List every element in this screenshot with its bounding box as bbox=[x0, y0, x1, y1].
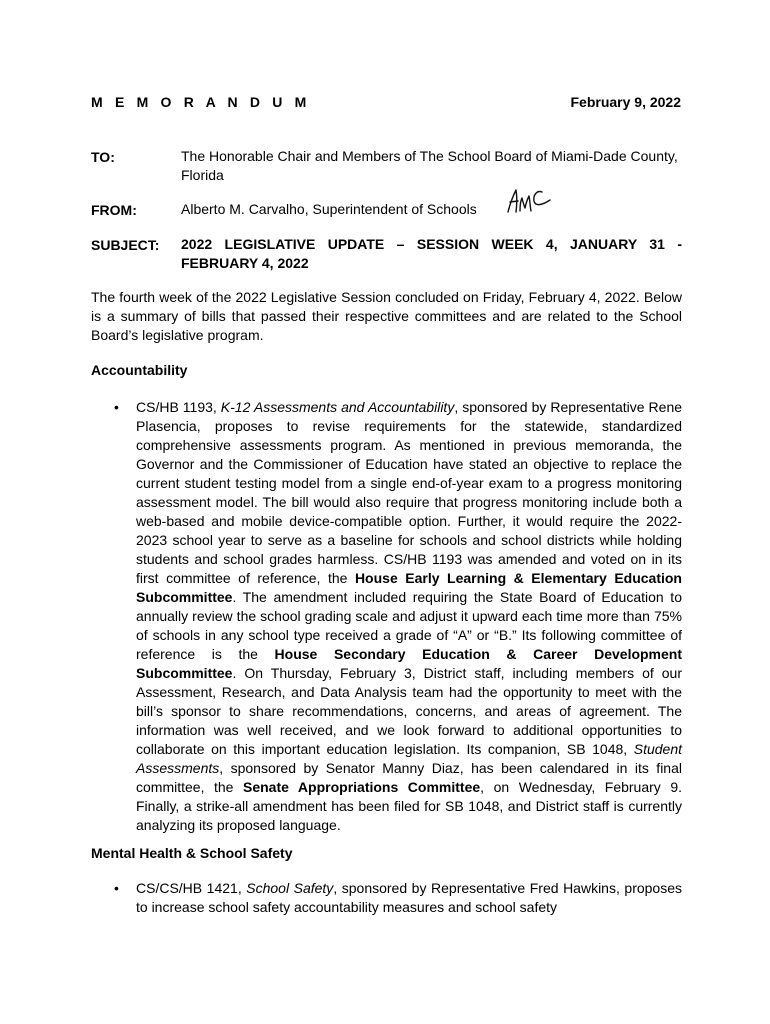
section-heading-mental-health: Mental Health & School Safety bbox=[91, 845, 293, 861]
to-value: The Honorable Chair and Members of The School Board of Miami-Dade County, Florida bbox=[181, 148, 678, 183]
from-label: FROM: bbox=[91, 202, 137, 218]
from-value: Alberto M. Carvalho, Superintendent of Schools bbox=[181, 201, 477, 217]
memo-title: M E M O R A N D U M bbox=[91, 94, 311, 110]
bullet-text-hb1193: CS/HB 1193, K-12 Assessments and Accountability, sponsored by Representative Rene Plasencia, proposes to revise requirements for the statewide, standardized comprehensive assessments program. As mentioned in previous memoranda, the Governor and the Commissioner of Education have stated an objective to replace the current student testing model from a single end-of-year exam to a progress monitoring assessment model. The bill would also require that progress monitoring include both a web-based and mobile device-compatible option. Further, it would require the 2022-2023 school year to serve as a baseline for schools and school districts while holding students and school grades harmless. CS/HB 1193 was amended and voted on in its first committee of reference, the House Early Learning & Elementary Education Subcommittee. The amendment included requiring the State Board of Education to annually review the school grading scale and adjust it upward each time more than 75% of schools in any school type received a grade of “A” or “B.” Its following committee of reference is the House Secondary Education & Career Development Subcommittee. On Thursday, February 3, District staff, including members of our Assessment, Research, and Data Analysis team had the opportunity to meet with the bill’s sponsor to share recommendations, concerns, and areas of agreement. The information was well received, and we look forward to additional opportunities to collaborate on this important education legislation. Its companion, SB 1048, Student Assessments, sponsored by Senator Manny Diaz, has been calendared in its final committee, the Senate Appropriations Committee, on Wednesday, February 9. Finally, a strike-all amendment has been filed for SB 1048, and District staff is currently analyzing its proposed language. bbox=[136, 399, 683, 833]
section-heading-accountability: Accountability bbox=[91, 362, 188, 378]
to-label: TO: bbox=[91, 149, 115, 165]
bullet-icon: • bbox=[114, 399, 119, 415]
memo-date: February 9, 2022 bbox=[570, 94, 681, 110]
bullet-text-hb1421: CS/CS/HB 1421, School Safety, sponsored by Representative Fred Hawkins, proposes to increase school safety accountability measures and school safety bbox=[136, 880, 683, 915]
intro-paragraph: The fourth week of the 2022 Legislative Session concluded on Friday, February 4, 2022. Below is a summary of bills that passed their respective committees and are related to the School Board’s legislative program. bbox=[91, 289, 682, 343]
subject-label: SUBJECT: bbox=[91, 237, 160, 253]
signature-initials bbox=[504, 184, 556, 223]
subject-value: 2022 LEGISLATIVE UPDATE – SESSION WEEK 4, JANUARY 31 - FEBRUARY 4, 2022 bbox=[181, 236, 682, 271]
bullet-icon: • bbox=[114, 880, 119, 896]
